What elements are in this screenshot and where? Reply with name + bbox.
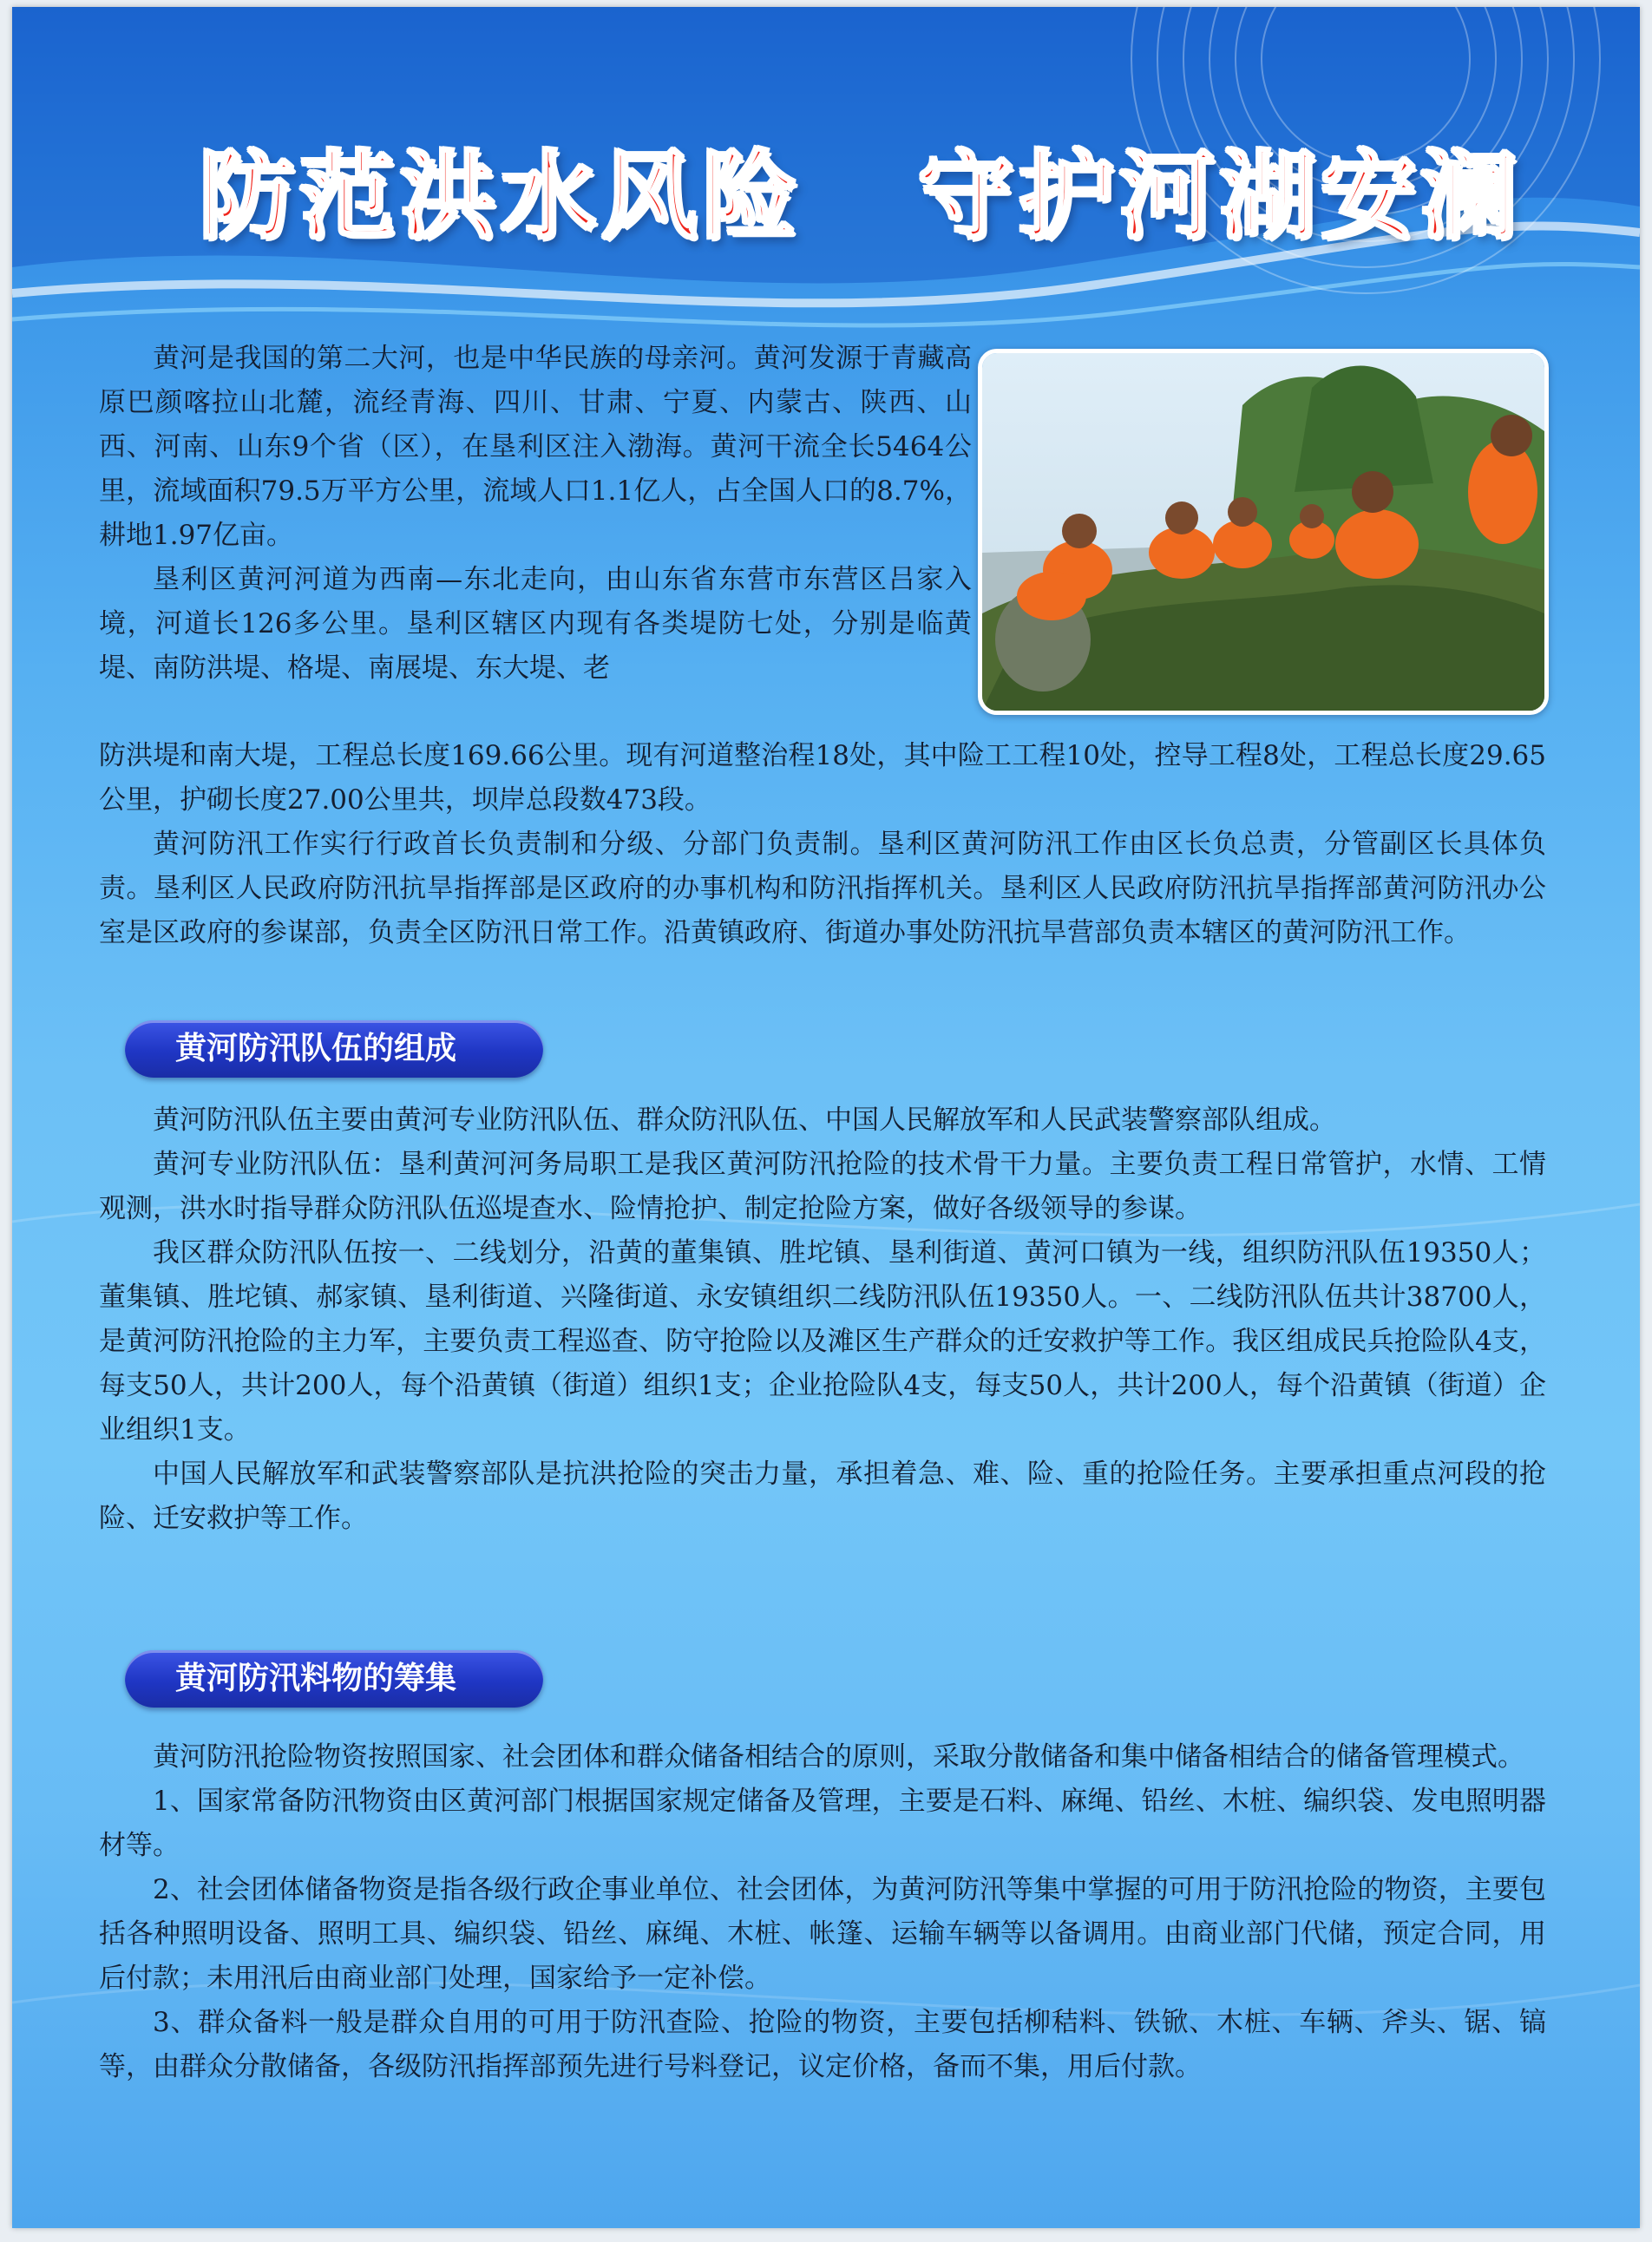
- intro-continued-text: [99, 734, 1546, 955]
- section-paragraph: 黄河专业防汛队伍：垦利黄河河务局职工是我区黄河防汛抢险的技术骨干力量。主要负责工程日常管护，水情、工情观测，洪水时指导群众防汛队伍巡堤查水、险情抢护、制定抢险方案，做好各级领导的参谋。: [99, 1149, 1546, 1224]
- intro-continuation: 防洪堤和南大堤，工程总长度169.66公里。现有河道整治程18处，其中险工工程10处，控导工程8处，工程总长度29.65公里，护砌长度27.00公里共，坝岸总段数473段。: [99, 740, 1546, 816]
- section-paragraph: 1、国家常备防汛物资由区黄河部门根据国家规定储备及管理，主要是石料、麻绳、铅丝、木桩、编织袋、发电照明器材等。: [99, 1786, 1546, 1861]
- page-title: 防范洪水风险 守护河湖安澜: [199, 141, 1522, 252]
- section-paragraph: 黄河防汛队伍主要由黄河专业防汛队伍、群众防汛队伍、中国人民解放军和人民武装警察部队组成。: [153, 1105, 1336, 1136]
- intro-paragraph: 垦利区黄河河道为西南—东北走向，由山东省东营市东营区吕家入境，河道长126多公里。垦利区辖区内现有各类堤防七处，分别是临黄堤、南防洪堤、格堤、南展堤、东大堤、老: [99, 564, 972, 684]
- intro-paragraph: 黄河防汛工作实行行政首长负责制和分级、分部门负责制。垦利区黄河防汛工作由区长负总责，分管副区长具体负责。垦利区人民政府防汛抗旱指挥部是区政府的办事机构和防汛指挥机关。垦利区人民政府防汛抗旱指挥部黄河防汛办公室是区政府的参谋部，负责全区防汛日常工作。沿黄镇政府、街道办事处防汛抗旱营部负责本辖区的黄河防汛工作。: [99, 829, 1546, 948]
- section-paragraph: 中国人民解放军和武装警察部队是抗洪抢险的突击力量，承担着急、难、险、重的抢险任务。主要承担重点河段的抢险、迁安救护等工作。: [99, 1459, 1546, 1534]
- flood-work-photo: [978, 349, 1549, 715]
- intro-text: [99, 337, 972, 691]
- section2-text: [99, 1735, 1546, 2089]
- soldiers-photo-icon: [982, 353, 1544, 711]
- section-paragraph: 2、社会团体储备物资是指各级行政企事业单位、社会团体，为黄河防汛等集中掌握的可用于防汛抢险的物资，主要包括各种照明设备、照明工具、编织袋、铅丝、麻绳、木桩、帐篷、运输车辆等以备调用。由商业部门代储，预定合同，用后付款；未用汛后由商业部门处理，国家给予一定补偿。: [99, 1874, 1546, 1994]
- poster: [12, 7, 1640, 2228]
- section1-text: [99, 1098, 1546, 1541]
- section-paragraph: 我区群众防汛队伍按一、二线划分，沿黄的董集镇、胜坨镇、垦利街道、黄河口镇为一线，组织防汛队伍19350人；董集镇、胜坨镇、郝家镇、垦利街道、兴隆街道、永安镇组织二线防汛队伍19350人。一、二线防汛队伍共计38700人，是黄河防汛抢险的主力军，主要负责工程巡查、防守抢险以及滩区生产群众的迁安救护等工作。我区组成民兵抢险队4支，每支50人，共计200人，每个沿黄镇（街道）组织1支；企业抢险队4支，每支50人，共计200人，每个沿黄镇（街道）企业组织1支。: [99, 1237, 1546, 1446]
- section-paragraph: 黄河防汛抢险物资按照国家、社会团体和群众储备相结合的原则，采取分散储备和集中储备相结合的储备管理模式。: [153, 1741, 1524, 1773]
- section-paragraph: 3、群众备料一般是群众自用的可用于防汛查险、抢险的物资，主要包括柳秸料、铁锨、木桩、车辆、斧头、锯、镐等，由群众分散储备，各级防汛指挥部预先进行号料登记，议定价格，备而不集，用后付款。: [99, 2007, 1546, 2082]
- section-heading-badge: 黄河防汛料物的筹集: [125, 1650, 543, 1708]
- intro-paragraph: 黄河是我国的第二大河，也是中华民族的母亲河。黄河发源于青藏高原巴颜喀拉山北麓，流经青海、四川、甘肃、宁夏、内蒙古、陕西、山西、河南、山东9个省（区），在垦利区注入渤海。黄河干流全长5464公里，流域面积79.5万平方公里，流域人口1.1亿人，占全国人口的8.7%，耕地1.97亿亩。: [99, 343, 972, 551]
- section-heading-badge: 黄河防汛队伍的组成: [125, 1020, 543, 1078]
